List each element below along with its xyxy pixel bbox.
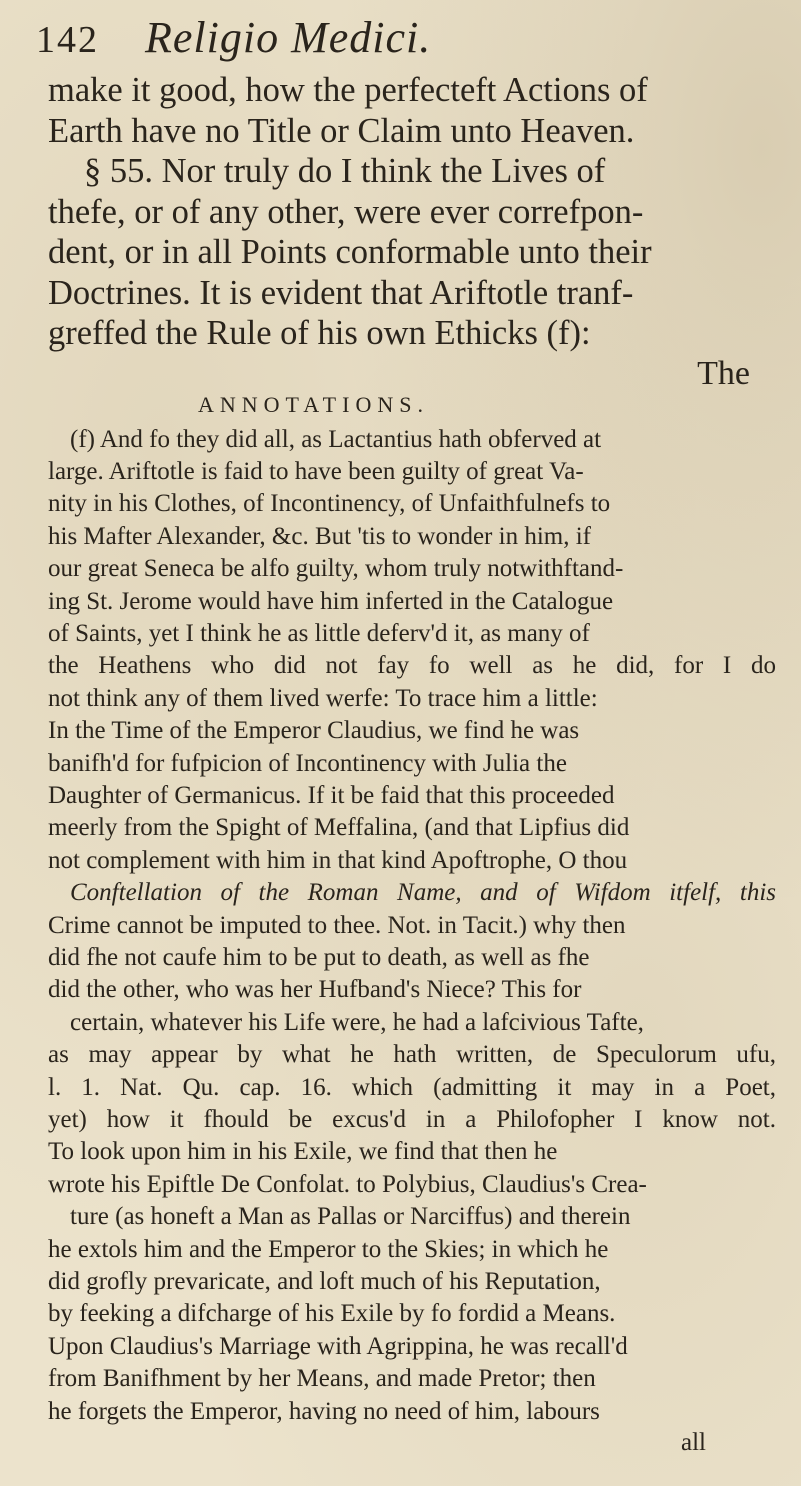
note-line: he forgets the Emperor, having no need of him, labours bbox=[48, 1397, 600, 1425]
note-line: yet) how it fhould be excus'd in a Philofopher I know not. bbox=[48, 1106, 776, 1134]
book-title: Religio Medici. bbox=[145, 13, 432, 62]
note-line: certain, whatever his Life were, he had a lafcivious Tafte, bbox=[70, 1008, 644, 1036]
note-line: as may appear by what he hath written, de Speculorum ufu, bbox=[48, 1041, 776, 1069]
annotation-notes bbox=[48, 424, 776, 1429]
note-line: of Saints, yet I think he as little deferv'd it, as many of bbox=[48, 619, 590, 647]
note-line: ing St. Jerome would have him inferted in the Catalogue bbox=[48, 587, 614, 615]
note-line: nity in his Clothes, of Incontinency, of Unfaithfulnefs to bbox=[48, 490, 611, 518]
main-text-line: dent, or in all Points conformable unto their bbox=[48, 233, 652, 271]
main-text-line: make it good, how the perfecteft Actions of bbox=[48, 71, 648, 109]
note-line: large. Ariftotle is faid to have been guilty of great Va- bbox=[48, 457, 584, 485]
note-line: ture (as honeft a Man as Pallas or Narciffus) and therein bbox=[70, 1203, 631, 1231]
note-line: our great Seneca be alfo guilty, whom truly notwithftand- bbox=[48, 555, 624, 583]
note-line: from Banifhment by her Means, and made Pretor; then bbox=[48, 1365, 596, 1393]
annotations-heading: ANNOTATIONS. bbox=[198, 391, 429, 417]
notes-catchword: all bbox=[681, 1429, 706, 1457]
note-line: he extols him and the Emperor to the Skies; in which he bbox=[48, 1235, 609, 1263]
note-line: did the other, who was her Hufband's Niece? This for bbox=[48, 976, 582, 1004]
note-line: not complement with him in that kind Apoftrophe, O thou bbox=[48, 846, 628, 874]
note-line: his Mafter Alexander, &c. But 'tis to wonder in him, if bbox=[48, 522, 591, 550]
book-page bbox=[36, 12, 776, 1458]
note-line: Crime cannot be imputed to thee. Not. in Tacit.) why then bbox=[48, 911, 626, 939]
catchword: The bbox=[697, 354, 750, 392]
note-line: not think any of them lived werfe: To trace him a little: bbox=[48, 684, 598, 712]
note-line: the Heathens who did not fay fo well as he did, for I do bbox=[48, 652, 776, 680]
note-line: To look upon him in his Exile, we find that then he bbox=[48, 1138, 558, 1166]
main-text bbox=[48, 70, 776, 354]
main-text-line: thefe, or of any other, were ever correfpon- bbox=[48, 192, 644, 231]
note-line: Daughter of Germanicus. If it be faid that this proceeded bbox=[48, 781, 615, 809]
note-line: meerly from the Spight of Meffalina, (and that Lipfius did bbox=[48, 814, 630, 842]
page-number: 142 bbox=[36, 19, 99, 61]
note-line: In the Time of the Emperor Claudius, we find he was bbox=[48, 717, 580, 745]
note-line: (f) And fo they did all, as Lactantius hath obferved at bbox=[70, 425, 602, 453]
note-line: Conftellation of the Roman Name, and of Wifdom itfelf, this bbox=[70, 879, 776, 907]
note-line: did grofly prevaricate, and loft much of his Reputation, bbox=[48, 1268, 601, 1296]
main-text-line: Earth have no Title or Claim unto Heaven. bbox=[48, 111, 635, 150]
main-text-line: § 55. Nor truly do I think the Lives of bbox=[84, 152, 606, 190]
note-line: banifh'd for fufpicion of Incontinency with Julia the bbox=[48, 749, 567, 777]
note-line: wrote his Epiftle De Confolat. to Polybius, Claudius's Crea- bbox=[48, 1170, 647, 1198]
note-line: did fhe not caufe him to be put to death, as well as fhe bbox=[48, 944, 590, 971]
main-text-line: Doctrines. It is evident that Ariftotle tranf- bbox=[48, 273, 634, 312]
note-line: l. 1. Nat. Qu. cap. 16. which (admitting it may in a Poet, bbox=[48, 1073, 776, 1101]
main-text-line: greffed the Rule of his own Ethicks (f): bbox=[48, 314, 591, 352]
running-head bbox=[36, 12, 776, 70]
note-line: Upon Claudius's Marriage with Agrippina, he was recall'd bbox=[48, 1332, 628, 1360]
note-line: by feeking a difcharge of his Exile by fo fordid a Means. bbox=[48, 1300, 616, 1328]
